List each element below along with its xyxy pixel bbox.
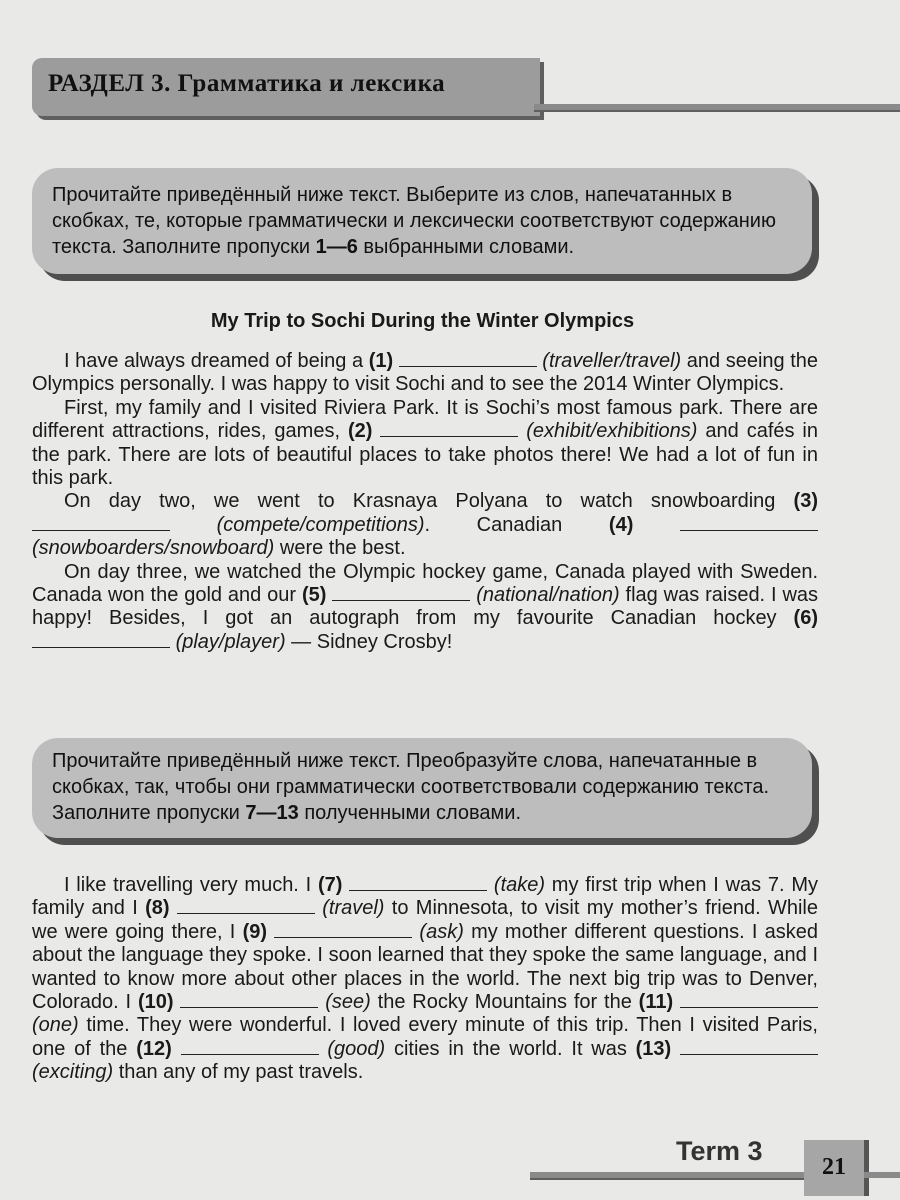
text-fragment: my mother different questions. I asked about the language they spoke. I soon learned that they spoke the same language, and I wanted to know more about other places in the world. The next big trip was to Denver, Colorado. I (32, 920, 818, 1014)
task2-instruction (52, 748, 800, 826)
answer-blank-1[interactable] (399, 352, 537, 367)
instruction-text: выбранными словами. (357, 236, 575, 258)
gap-number: (4) (608, 513, 634, 536)
answer-blank-4[interactable] (680, 516, 818, 531)
text-fragment: cities in the world. It was (385, 1037, 636, 1060)
word-hint: (one) (32, 1014, 79, 1037)
word-hint: (exciting) (32, 1061, 114, 1084)
word-hint: (ask) (419, 920, 464, 943)
term-label: Term 3 (676, 1136, 763, 1166)
answer-blank-10[interactable] (180, 993, 318, 1008)
word-hint: (snowboarders/snowboard) (32, 537, 275, 560)
paragraph (32, 561, 818, 655)
text-fragment: and seeing the Olympics personally. I was happy to visit Sochi and to see the 2014 Winter Olympics. (32, 350, 819, 396)
instruction-text: полученными словами. (298, 802, 522, 824)
word-hint: (good) (327, 1037, 386, 1060)
answer-blank-12[interactable] (181, 1040, 319, 1055)
paragraph (32, 397, 818, 491)
answer-blank-6[interactable] (32, 633, 170, 648)
text-fragment: than any of my past travels. (113, 1061, 364, 1084)
answer-blank-2[interactable] (380, 422, 518, 437)
gap-range: 1—6 (315, 236, 358, 258)
section-title: РАЗДЕЛ 3. Грамматика и лексика (48, 70, 446, 97)
text-fragment: time. They were wonderful. I loved every minute of this trip. Then I visited Paris, one of the (32, 1014, 818, 1060)
text-fragment: . Canadian (424, 513, 609, 536)
text-fragment: First, my family and I visited Riviera Park. It is Sochi’s most famous park. There are different attractions, rides, games, (32, 396, 818, 443)
header-divider (534, 104, 900, 110)
word-hint: (take) (493, 874, 546, 896)
word-hint: (traveller/travel) (542, 350, 682, 372)
footer-divider (530, 1172, 810, 1178)
page-number-box (804, 1140, 864, 1196)
answer-blank-9[interactable] (274, 923, 412, 938)
answer-blank-8[interactable] (177, 899, 315, 914)
gap-number: (5) (301, 584, 327, 607)
text-fragment: the Rocky Mountains for the (370, 991, 639, 1014)
word-hint: (compete/competitions) (216, 513, 425, 536)
text-fragment: I like travelling very much. I (64, 874, 318, 896)
text-fragment: flag was raised. I was happy! Besides, I got an autograph from my favourite Canadian hockey (32, 584, 819, 630)
word-hint: (travel) (322, 897, 385, 920)
text-fragment: On day three, we watched the Olympic hockey game, Canada played with Sweden. Canada won the gold and our (32, 560, 818, 607)
word-hint: (see) (325, 991, 371, 1014)
instruction-text: Прочитайте приведённый ниже текст. Преобразуйте слова, напечатанные в скобках, так, чтобы они грамматически соответствовали содержанию текста. Заполните пропуски (52, 750, 770, 824)
text-fragment: to Minnesota, to visit my mother’s friend. While we were going there, I (32, 897, 818, 943)
gap-number: (3) (793, 490, 818, 513)
gap-number: (7) (317, 874, 343, 896)
text-fragment: On day two, we went to Krasnaya Polyana to watch snowboarding (64, 490, 794, 513)
gap-number: (12) (136, 1037, 172, 1060)
footer-divider (864, 1172, 900, 1178)
gap-number: (11) (638, 991, 674, 1014)
text-fragment: I have always dreamed of being a (64, 350, 369, 372)
text-title: My Trip to Sochi During the Winter Olympics (210, 310, 635, 332)
word-hint: (exhibit/exhibitions) (526, 420, 698, 443)
paragraph (32, 874, 818, 1085)
gap-number: (8) (145, 897, 170, 920)
page-number: 21 (822, 1154, 846, 1180)
text-fragment: my first trip when I was 7. My family and I (32, 874, 819, 920)
task1-instruction-box (32, 168, 812, 274)
word-hint: (national/nation) (476, 584, 620, 607)
section-header (32, 58, 540, 116)
paragraph (32, 350, 818, 397)
answer-blank-11[interactable] (680, 993, 818, 1008)
word-hint: (play/player) (175, 630, 286, 653)
gap-number: (2) (347, 420, 373, 443)
gap-number: (6) (793, 607, 818, 630)
answer-blank-13[interactable] (680, 1040, 818, 1055)
task1-text (32, 350, 818, 654)
gap-number: (1) (368, 350, 394, 372)
text-fragment: were the best. (274, 537, 406, 560)
task2-text (32, 874, 818, 1085)
answer-blank-5[interactable] (332, 586, 470, 601)
text-fragment: — Sidney Crosby! (285, 630, 453, 653)
instruction-text: Прочитайте приведённый ниже текст. Выберите из слов, напечатанных в скобках, те, которые грамматически и лексически соответствуют содержанию текста. Заполните пропуски (52, 184, 776, 258)
task2-instruction-box (32, 738, 812, 838)
answer-blank-7[interactable] (349, 876, 487, 891)
gap-number: (10) (137, 991, 174, 1014)
task1-instruction (52, 182, 800, 260)
text-fragment: and cafés in the park. There are lots of beautiful places to take photos there! We had a lot of fun in this park. (32, 420, 818, 490)
gap-range: 7—13 (245, 802, 299, 824)
paragraph (32, 490, 818, 560)
answer-blank-3[interactable] (32, 516, 170, 531)
gap-number: (9) (242, 920, 268, 943)
gap-number: (13) (635, 1037, 672, 1060)
